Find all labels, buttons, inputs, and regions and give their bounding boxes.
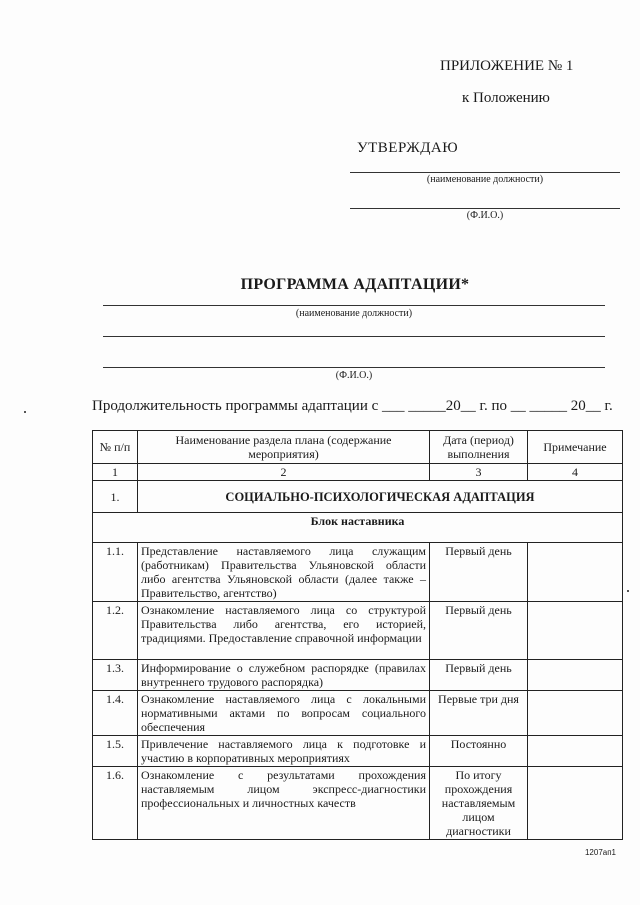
table-column-numbers-row [93, 464, 623, 481]
row-date: Первый день [430, 543, 528, 602]
approve-position-caption: (наименование должности) [426, 174, 544, 185]
table-row [93, 736, 623, 767]
row-date: По итогу прохождения наставляемым лицом диагностики [430, 767, 528, 840]
section-row [93, 481, 623, 513]
row-num: 1.6. [93, 767, 138, 840]
col-number-4: 4 [528, 464, 623, 481]
row-note [528, 691, 623, 736]
row-note [528, 660, 623, 691]
program-name-line [103, 367, 605, 368]
row-note [528, 736, 623, 767]
row-num: 1.4. [93, 691, 138, 736]
row-note [528, 767, 623, 840]
header-note: Примечание [528, 431, 623, 464]
program-position-caption: (наименование должности) [295, 308, 413, 319]
program-position-line [103, 305, 605, 306]
row-num: 1.1. [93, 543, 138, 602]
row-text: Информирование о служебном распорядке (правилах внутреннего трудового распорядка) [138, 660, 430, 691]
header-date: Дата (период) выполнения [430, 431, 528, 464]
row-text: Ознакомление наставляемого лица с локальными нормативными актами по вопросам социального обеспечения [138, 691, 430, 736]
header-name: Наименование раздела плана (содержание мероприятия) [138, 431, 430, 464]
approve-position-line [350, 172, 620, 173]
row-note [528, 602, 623, 660]
appendix-title: ПРИЛОЖЕНИЕ № 1 [440, 58, 574, 74]
row-date: Первый день [430, 602, 528, 660]
approve-name-caption: (Ф.И.О.) [466, 210, 504, 221]
table-header-row [93, 431, 623, 464]
adaptation-plan-table [92, 430, 623, 840]
col-number-2: 2 [138, 464, 430, 481]
table-row [93, 543, 623, 602]
section-title: СОЦИАЛЬНО-ПСИХОЛОГИЧЕСКАЯ АДАПТАЦИЯ [138, 481, 623, 513]
approve-name-line [350, 208, 620, 209]
col-number-1: 1 [93, 464, 138, 481]
program-extra-line [103, 336, 605, 337]
program-title: ПРОГРАММА АДАПТАЦИИ* [240, 276, 470, 293]
row-num: 1.2. [93, 602, 138, 660]
program-duration: Продолжительность программы адаптации с ___ _____20__ г. по __ _____ 20__ г. [92, 398, 613, 414]
scan-speck [24, 411, 26, 413]
approve-label: УТВЕРЖДАЮ [357, 140, 459, 156]
row-text: Ознакомление с результатами прохождения наставляемым лицом экспресс-диагностики профессиональных и личностных качеств [138, 767, 430, 840]
appendix-subtitle: к Положению [462, 90, 550, 106]
document-code: 1207ап1 [584, 848, 616, 857]
row-date: Постоянно [430, 736, 528, 767]
row-text: Привлечение наставляемого лица к подготовке и участию в корпоративных мероприятиях [138, 736, 430, 767]
block-row [93, 513, 623, 543]
table-row [93, 691, 623, 736]
row-note [528, 543, 623, 602]
row-text: Ознакомление наставляемого лица со структурой Правительства либо агентства, его историей, традициями. Предоставление справочной информации [138, 602, 430, 660]
row-date: Первый день [430, 660, 528, 691]
program-name-caption: (Ф.И.О.) [335, 370, 373, 381]
row-num: 1.3. [93, 660, 138, 691]
row-num: 1.5. [93, 736, 138, 767]
block-title: Блок наставника [93, 513, 623, 543]
table-row [93, 602, 623, 660]
scan-speck [627, 590, 629, 592]
row-text: Представление наставляемого лица служащим (работникам) Правительства Ульяновской области либо агентства Ульяновской области (далее также – Правительство, агентство) [138, 543, 430, 602]
col-number-3: 3 [430, 464, 528, 481]
header-num: № п/п [93, 431, 138, 464]
row-date: Первые три дня [430, 691, 528, 736]
section-num: 1. [93, 481, 138, 513]
table-row [93, 767, 623, 840]
table-row [93, 660, 623, 691]
